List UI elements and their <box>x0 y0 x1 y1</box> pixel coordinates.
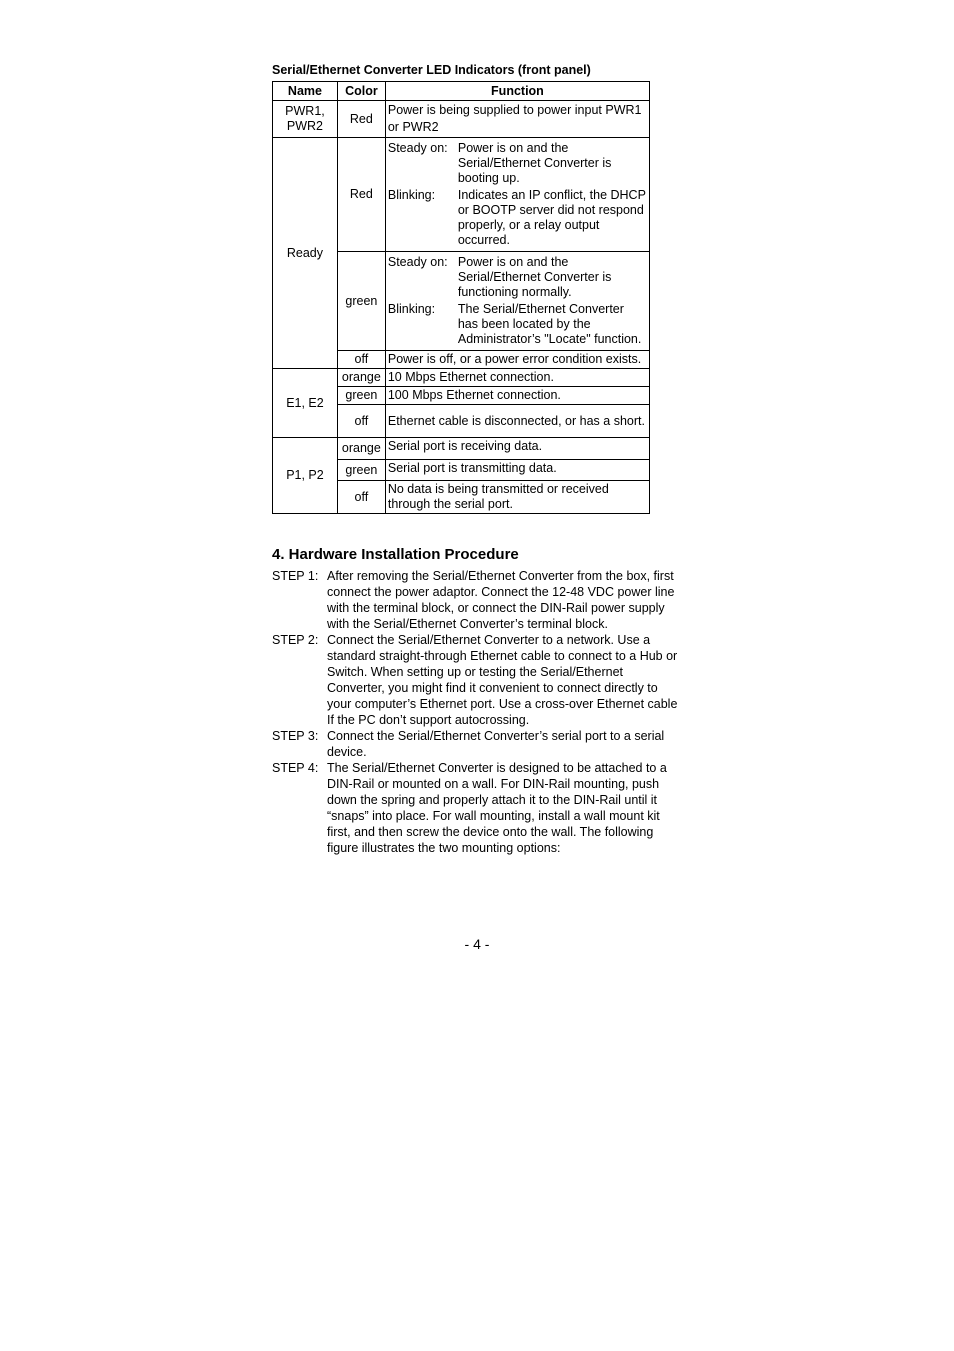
header-name: Name <box>273 82 338 101</box>
list-item <box>272 760 682 856</box>
table-row <box>273 369 650 387</box>
led-function <box>385 252 649 351</box>
step-label: STEP 1: <box>272 569 319 583</box>
led-color: off <box>337 405 385 438</box>
led-color: green <box>337 387 385 405</box>
header-function: Function <box>385 82 649 101</box>
led-name: PWR1, PWR2 <box>273 101 338 138</box>
led-function: Power is off, or a power error condition exists. <box>385 351 649 369</box>
list-item <box>272 728 682 760</box>
led-color: orange <box>337 438 385 460</box>
step-text: The Serial/Ethernet Converter is designed to be attached to a DIN-Rail or mounted on a wall. For DIN-Rail mounting, push down the spring and properly attach it to the DIN-Rail until it “snaps” into place. For wall mounting, install a wall mount kit first, and then screw the device onto the wall. The following figure illustrates the two mounting options: <box>327 761 667 855</box>
list-item <box>272 632 682 728</box>
led-color: Red <box>337 101 385 138</box>
led-function <box>385 138 649 252</box>
led-color: green <box>337 460 385 481</box>
led-color: Red <box>337 138 385 252</box>
blink-text: The Serial/Ethernet Converter has been located by the Administrator’s "Locate" function. <box>457 302 642 346</box>
led-function: Serial port is receiving data. <box>385 438 649 460</box>
steady-entry <box>388 141 647 186</box>
step-text: After removing the Serial/Ethernet Converter from the box, first connect the power adaptor. Connect the 12-48 VDC power line with the terminal block, or connect the DIN-Rail power supply with the Serial/Ethernet Converter’s terminal block. <box>327 569 675 631</box>
step-text: Connect the Serial/Ethernet Converter’s serial port to a serial device. <box>327 729 665 759</box>
led-function: 100 Mbps Ethernet connection. <box>385 387 649 405</box>
led-function: Power is being supplied to power input PWR1 or PWR2 <box>385 101 649 138</box>
steady-entry <box>388 255 647 300</box>
step-label: STEP 2: <box>272 633 319 647</box>
led-name: P1, P2 <box>273 438 338 514</box>
steady-label: Steady on: <box>387 141 448 155</box>
table-caption: Serial/Ethernet Converter LED Indicators (front panel) <box>272 63 591 77</box>
blink-text: Indicates an IP conflict, the DHCP or BOOTP server did not respond properly, or a relay output occurred. <box>457 188 646 247</box>
step-list <box>272 568 682 856</box>
led-indicator-table <box>272 81 650 514</box>
steady-text: Power is on and the Serial/Ethernet Converter is booting up. <box>457 141 612 185</box>
led-color: off <box>337 351 385 369</box>
step-label: STEP 3: <box>272 729 319 743</box>
steady-text: Power is on and the Serial/Ethernet Converter is functioning normally. <box>457 255 612 299</box>
header-color: Color <box>337 82 385 101</box>
table-row <box>273 438 650 460</box>
led-color: green <box>337 252 385 351</box>
blink-label: Blinking: <box>387 302 436 316</box>
led-function: No data is being transmitted or received through the serial port. <box>385 481 649 514</box>
step-label: STEP 4: <box>272 761 319 775</box>
blink-entry <box>388 188 647 248</box>
led-function: Ethernet cable is disconnected, or has a short. <box>385 405 649 438</box>
led-function: 10 Mbps Ethernet connection. <box>385 369 649 387</box>
led-color: orange <box>337 369 385 387</box>
list-item <box>272 568 682 632</box>
blink-label: Blinking: <box>387 188 436 202</box>
section-heading: 4. Hardware Installation Procedure <box>272 546 519 563</box>
table-row <box>273 138 650 252</box>
blink-entry <box>388 302 647 347</box>
steady-label: Steady on: <box>387 255 448 269</box>
page-number: - 4 - <box>464 936 490 952</box>
led-name: E1, E2 <box>273 369 338 438</box>
led-function: Serial port is transmitting data. <box>385 460 649 481</box>
table-header-row <box>273 82 650 101</box>
step-text: Connect the Serial/Ethernet Converter to a network. Use a standard straight-through Ethernet cable to connect to a Hub or Switch. When setting up or testing the Serial/Ethernet Converter, you might find it convenient to connect directly to your computer’s Ethernet port. Use a cross-over Ethernet cable If the PC don’t support autocrossing. <box>327 633 678 727</box>
led-color: off <box>337 481 385 514</box>
led-name: Ready <box>273 138 338 369</box>
table-row <box>273 101 650 138</box>
